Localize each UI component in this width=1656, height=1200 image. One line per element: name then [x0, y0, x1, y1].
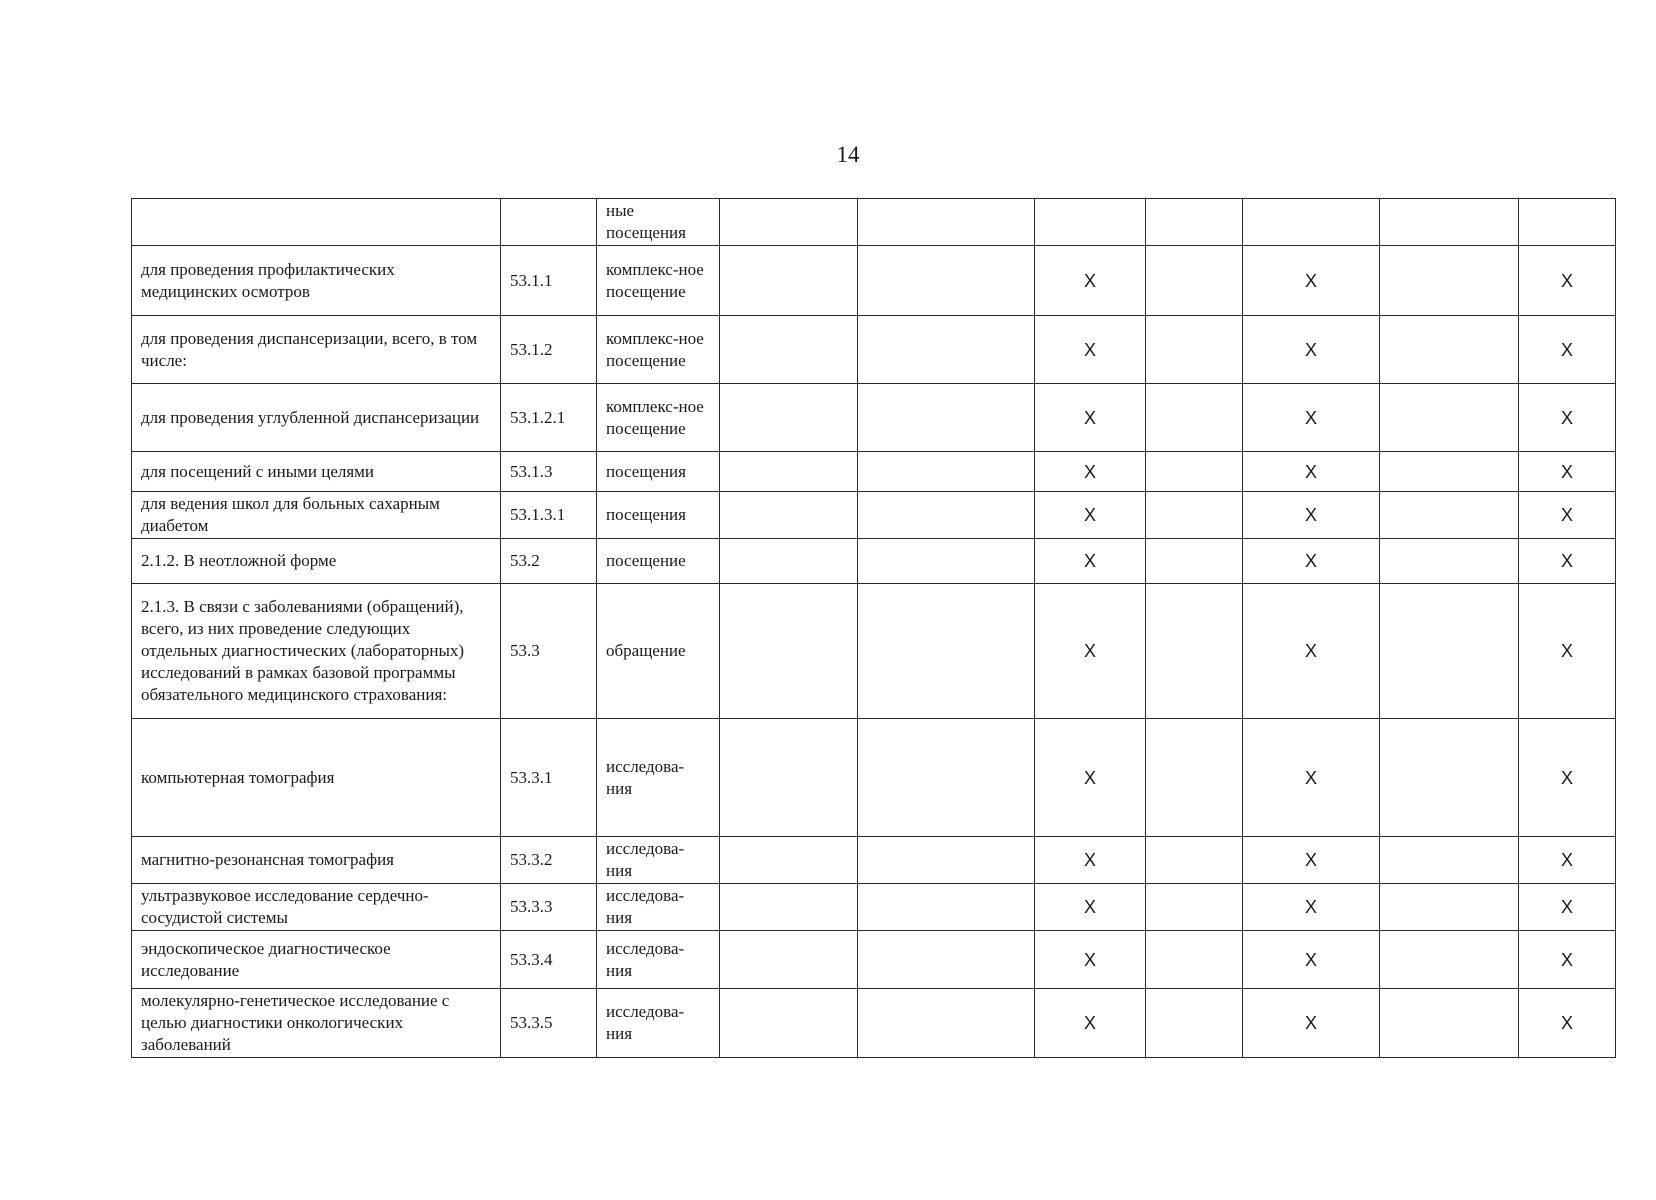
row-name: магнитно-резонансная томография — [132, 837, 501, 884]
table-row — [132, 931, 1616, 989]
row-value-5: X — [1243, 316, 1380, 384]
page-number: 14 — [836, 142, 860, 167]
row-value-3: X — [1035, 719, 1146, 837]
row-value-4 — [1146, 719, 1243, 837]
row-value-5: X — [1243, 719, 1380, 837]
table-row — [132, 199, 1616, 246]
row-value-2 — [858, 316, 1035, 384]
row-code: 53.3 — [501, 584, 597, 719]
row-value-6 — [1380, 384, 1519, 452]
table-row — [132, 316, 1616, 384]
row-value-3: X — [1035, 384, 1146, 452]
row-value-7: X — [1519, 719, 1616, 837]
row-code: 53.1.2.1 — [501, 384, 597, 452]
row-value-5: X — [1243, 884, 1380, 931]
row-value-2 — [858, 837, 1035, 884]
row-value-1 — [720, 931, 858, 989]
row-value-4 — [1146, 316, 1243, 384]
row-value-2 — [858, 199, 1035, 246]
row-unit: ные посещения — [597, 199, 720, 246]
row-code: 53.3.3 — [501, 884, 597, 931]
row-value-4 — [1146, 452, 1243, 492]
row-value-1 — [720, 884, 858, 931]
table-row — [132, 492, 1616, 539]
row-value-7: X — [1519, 452, 1616, 492]
row-value-4 — [1146, 199, 1243, 246]
row-unit: посещения — [597, 492, 720, 539]
row-value-6 — [1380, 884, 1519, 931]
table-row — [132, 246, 1616, 316]
row-value-7: X — [1519, 837, 1616, 884]
table-row — [132, 719, 1616, 837]
row-value-2 — [858, 989, 1035, 1058]
row-value-1 — [720, 719, 858, 837]
row-value-6 — [1380, 931, 1519, 989]
table-row — [132, 837, 1616, 884]
row-value-3: X — [1035, 584, 1146, 719]
row-value-5: X — [1243, 452, 1380, 492]
row-value-6 — [1380, 837, 1519, 884]
row-value-1 — [720, 199, 858, 246]
row-value-6 — [1380, 199, 1519, 246]
row-code: 53.1.3.1 — [501, 492, 597, 539]
row-value-6 — [1380, 989, 1519, 1058]
row-name: ультразвуковое исследование сердечно-сосудистой системы — [132, 884, 501, 931]
row-value-7: X — [1519, 584, 1616, 719]
row-unit: посещение — [597, 539, 720, 584]
row-code: 53.1.1 — [501, 246, 597, 316]
row-unit: исследова-ния — [597, 719, 720, 837]
row-value-4 — [1146, 884, 1243, 931]
table-row — [132, 989, 1616, 1058]
row-code: 53.1.3 — [501, 452, 597, 492]
row-value-1 — [720, 492, 858, 539]
row-name: молекулярно-генетическое исследование с целью диагностики онкологических заболеваний — [132, 989, 501, 1058]
row-name: для посещений с иными целями — [132, 452, 501, 492]
row-value-6 — [1380, 584, 1519, 719]
row-value-7: X — [1519, 539, 1616, 584]
row-value-5: X — [1243, 492, 1380, 539]
row-code: 53.1.2 — [501, 316, 597, 384]
row-code: 53.3.4 — [501, 931, 597, 989]
row-value-6 — [1380, 452, 1519, 492]
row-code: 53.2 — [501, 539, 597, 584]
row-value-5: X — [1243, 584, 1380, 719]
row-unit: исследова-ния — [597, 989, 720, 1058]
row-value-5: X — [1243, 837, 1380, 884]
row-value-7: X — [1519, 246, 1616, 316]
row-value-1 — [720, 989, 858, 1058]
row-unit: комплекс-ное посещение — [597, 316, 720, 384]
row-value-2 — [858, 931, 1035, 989]
row-unit: комплекс-ное посещение — [597, 384, 720, 452]
row-value-4 — [1146, 539, 1243, 584]
row-value-5: X — [1243, 989, 1380, 1058]
table-row — [132, 452, 1616, 492]
row-value-1 — [720, 246, 858, 316]
row-value-2 — [858, 384, 1035, 452]
row-value-4 — [1146, 837, 1243, 884]
row-value-7: X — [1519, 384, 1616, 452]
row-name — [132, 199, 501, 246]
row-value-4 — [1146, 384, 1243, 452]
row-value-5 — [1243, 199, 1380, 246]
row-value-3: X — [1035, 884, 1146, 931]
table-row — [132, 584, 1616, 719]
row-value-4 — [1146, 584, 1243, 719]
row-name: эндоскопическое диагностическое исследование — [132, 931, 501, 989]
row-value-3: X — [1035, 492, 1146, 539]
row-value-1 — [720, 837, 858, 884]
row-value-3: X — [1035, 837, 1146, 884]
row-value-6 — [1380, 539, 1519, 584]
row-value-1 — [720, 384, 858, 452]
row-value-2 — [858, 492, 1035, 539]
row-value-4 — [1146, 246, 1243, 316]
row-value-1 — [720, 316, 858, 384]
row-name: для проведения диспансеризации, всего, в том числе: — [132, 316, 501, 384]
row-unit: посещения — [597, 452, 720, 492]
row-code: 53.3.5 — [501, 989, 597, 1058]
table-row — [132, 884, 1616, 931]
row-value-2 — [858, 246, 1035, 316]
row-value-7: X — [1519, 989, 1616, 1058]
row-value-2 — [858, 584, 1035, 719]
table-row — [132, 539, 1616, 584]
row-value-3 — [1035, 199, 1146, 246]
row-value-1 — [720, 539, 858, 584]
row-value-6 — [1380, 719, 1519, 837]
row-code — [501, 199, 597, 246]
row-value-5: X — [1243, 539, 1380, 584]
row-value-4 — [1146, 931, 1243, 989]
row-value-7: X — [1519, 931, 1616, 989]
data-table — [131, 198, 1616, 1058]
row-value-2 — [858, 452, 1035, 492]
row-value-6 — [1380, 316, 1519, 384]
row-value-2 — [858, 884, 1035, 931]
row-value-5: X — [1243, 246, 1380, 316]
row-value-2 — [858, 539, 1035, 584]
row-unit: исследова-ния — [597, 931, 720, 989]
row-code: 53.3.1 — [501, 719, 597, 837]
row-value-7: X — [1519, 316, 1616, 384]
row-value-3: X — [1035, 539, 1146, 584]
row-unit: обращение — [597, 584, 720, 719]
row-value-6 — [1380, 246, 1519, 316]
row-unit: комплекс-ное посещение — [597, 246, 720, 316]
row-value-1 — [720, 452, 858, 492]
row-name: компьютерная томография — [132, 719, 501, 837]
row-value-3: X — [1035, 452, 1146, 492]
row-value-6 — [1380, 492, 1519, 539]
row-value-3: X — [1035, 931, 1146, 989]
row-unit: исследова-ния — [597, 884, 720, 931]
row-name: 2.1.2. В неотложной форме — [132, 539, 501, 584]
row-value-5: X — [1243, 384, 1380, 452]
row-name: для проведения углубленной диспансеризации — [132, 384, 501, 452]
row-value-7: X — [1519, 884, 1616, 931]
row-value-4 — [1146, 989, 1243, 1058]
row-name: для проведения профилактических медицинских осмотров — [132, 246, 501, 316]
row-value-1 — [720, 584, 858, 719]
row-value-5: X — [1243, 931, 1380, 989]
row-name: 2.1.3. В связи с заболеваниями (обращений), всего, из них проведение следующих отдельных диагностических (лабораторных) исследований в рамках базовой программы обязательного медицинского страхования: — [132, 584, 501, 719]
row-value-2 — [858, 719, 1035, 837]
row-value-3: X — [1035, 989, 1146, 1058]
row-code: 53.3.2 — [501, 837, 597, 884]
row-name: для ведения школ для больных сахарным диабетом — [132, 492, 501, 539]
row-value-3: X — [1035, 316, 1146, 384]
row-value-3: X — [1035, 246, 1146, 316]
row-unit: исследова-ния — [597, 837, 720, 884]
table-row — [132, 384, 1616, 452]
row-value-4 — [1146, 492, 1243, 539]
row-value-7: X — [1519, 492, 1616, 539]
row-value-7 — [1519, 199, 1616, 246]
